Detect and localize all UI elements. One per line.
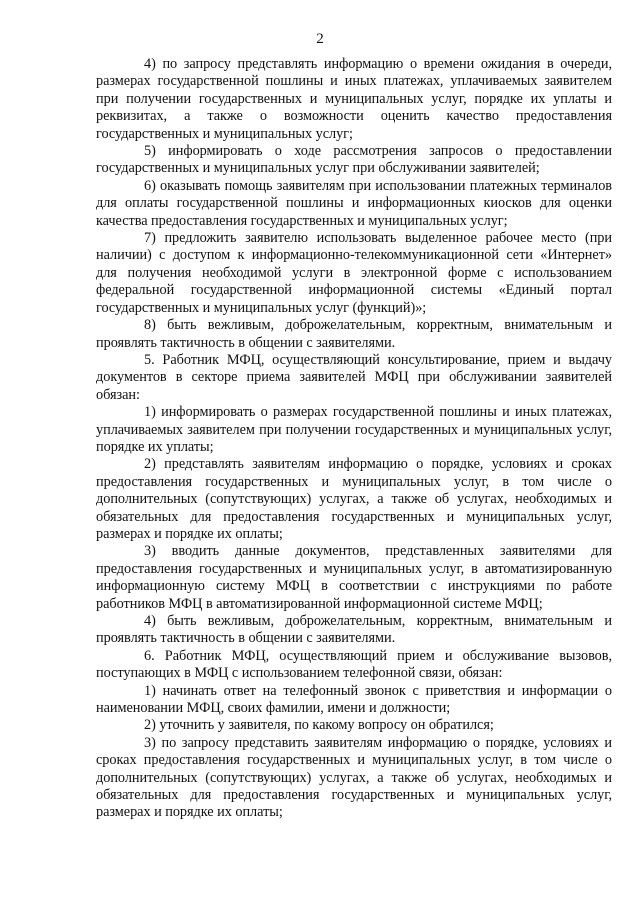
paragraph-6-3: 3) по запросу представить заявителям информацию о порядке, условиях и сроках предоставления государственных и муниципальных услуг, в том числе о дополнительных (сопутствующих) услугах, а также об услугах, необходимых и обязательных для предоставления государственных и муниципальных услуг, размерах и порядке их оплаты; [96, 734, 612, 821]
paragraph-4-5: 5) информировать о ходе рассмотрения запросов о предоставлении государственных и муниципальных услуг при обслуживании заявителей; [96, 143, 612, 177]
paragraph-5-4: 4) быть вежливым, доброжелательным, корректным, внимательным и проявлять тактичность в общении с заявителями. [96, 613, 612, 647]
section-6-heading: 6. Работник МФЦ, осуществляющий прием и обслуживание вызовов, поступающих в МФЦ с использованием телефонной связи, обязан: [96, 647, 612, 682]
paragraph-6-2: 2) уточнить у заявителя, по какому вопросу он обратился; [144, 717, 494, 734]
document-body [96, 0, 612, 822]
section-5-heading: 5. Работник МФЦ, осуществляющий консультирование, прием и выдачу документов в секторе приема заявителей МФЦ при обслуживании заявителей обязан: [96, 351, 612, 403]
paragraph-6-1: 1) начинать ответ на телефонный звонок с приветствия и информации о наименовании МФЦ, своих фамилии, имени и должности; [96, 682, 612, 717]
paragraph-4-6: 6) оказывать помощь заявителям при использовании платежных терминалов для оплаты государственной пошлины и информационных киосков для оценки качества предоставления государственных и муниципальных услуг; [96, 177, 612, 229]
paragraph-4-8: 8) быть вежливым, доброжелательным, корректным, внимательным и проявлять тактичность в общении с заявителями. [96, 317, 612, 351]
page-number: 2 [316, 31, 324, 47]
paragraph-5-3: 3) вводить данные документов, представленных заявителями для предоставления государственных и муниципальных услуг, в автоматизированную информационную систему МФЦ в соответствии с инструкциями по работе работников МФЦ в автоматизированной информационной системе МФЦ; [96, 543, 612, 612]
paragraph-4-7: 7) предложить заявителю использовать выделенное рабочее место (при наличии) с доступом к информационно-телекоммуникационной сети «Интернет» для получения необходимой услуги в электронной форме с использованием федеральной государственной информационной системы «Единый портал государственных и муниципальных услуг (функций)»; [96, 230, 612, 316]
paragraph-5-1: 1) информировать о размерах государственной пошлины и иных платежах, уплачиваемых заявителем при получении государственных и муниципальных услуг, порядке их уплаты; [96, 404, 612, 455]
paragraph-5-2: 2) представлять заявителям информацию о порядке, условиях и сроках предоставления государственных и муниципальных услуг, в том числе о дополнительных (сопутствующих) услугах, а также об услугах, необходимых и обязательных для предоставления государственных и муниципальных услуг, размерах и порядке их оплаты; [96, 456, 612, 542]
paragraph-4-1: 4) по запросу представлять информацию о времени ожидания в очереди, размерах государственной пошлины и иных платежах, уплачиваемых заявителем при получении государственных и муниципальных услуг, порядке их уплаты и реквизитах, а также о возможности оценить качество предоставления государственных и муниципальных услуг; [96, 56, 612, 142]
